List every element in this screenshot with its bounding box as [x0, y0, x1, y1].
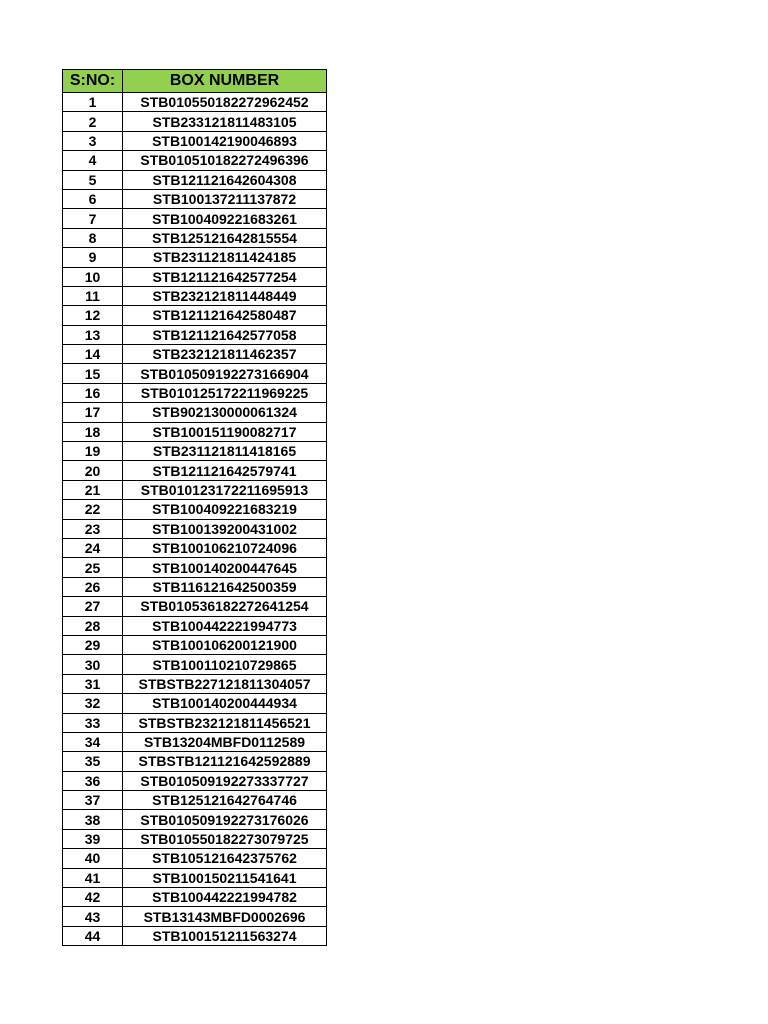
table-row	[63, 267, 327, 286]
serial-number-cell: 35	[63, 752, 123, 771]
table-row	[63, 364, 327, 383]
box-number-cell: STB13204MBFD0112589	[123, 732, 327, 751]
serial-number-cell: 11	[63, 286, 123, 305]
box-number-table	[62, 69, 327, 946]
serial-number-cell: 41	[63, 868, 123, 887]
serial-number-cell: 5	[63, 170, 123, 189]
serial-number-cell: 21	[63, 480, 123, 499]
serial-number-cell: 40	[63, 849, 123, 868]
table-row	[63, 93, 327, 112]
header-box-number: BOX NUMBER	[123, 70, 327, 93]
serial-number-cell: 36	[63, 771, 123, 790]
table-row	[63, 713, 327, 732]
serial-number-cell: 19	[63, 442, 123, 461]
box-number-cell: STB010550182272962452	[123, 93, 327, 112]
serial-number-cell: 6	[63, 189, 123, 208]
table-row	[63, 791, 327, 810]
serial-number-cell: 8	[63, 228, 123, 247]
box-number-cell: STB232121811448449	[123, 286, 327, 305]
serial-number-cell: 34	[63, 732, 123, 751]
box-number-cell: STB100442221994782	[123, 888, 327, 907]
table-row	[63, 810, 327, 829]
box-number-cell: STB010536182272641254	[123, 597, 327, 616]
box-number-cell: STB100140200447645	[123, 558, 327, 577]
table-row	[63, 538, 327, 557]
table-row	[63, 771, 327, 790]
table-row	[63, 325, 327, 344]
box-number-cell: STB116121642500359	[123, 577, 327, 596]
serial-number-cell: 3	[63, 131, 123, 150]
table-row	[63, 597, 327, 616]
table-row	[63, 926, 327, 945]
serial-number-cell: 43	[63, 907, 123, 926]
table-row	[63, 519, 327, 538]
box-number-cell: STB100151190082717	[123, 422, 327, 441]
serial-number-cell: 37	[63, 791, 123, 810]
table-row	[63, 635, 327, 654]
table-row	[63, 286, 327, 305]
serial-number-cell: 9	[63, 248, 123, 267]
box-number-cell: STB100139200431002	[123, 519, 327, 538]
box-number-cell: STBSTB227121811304057	[123, 674, 327, 693]
table-row	[63, 616, 327, 635]
serial-number-cell: 44	[63, 926, 123, 945]
box-number-cell: STB010509192273166904	[123, 364, 327, 383]
serial-number-cell: 28	[63, 616, 123, 635]
table-row	[63, 461, 327, 480]
serial-number-cell: 39	[63, 829, 123, 848]
table-row	[63, 383, 327, 402]
table-row	[63, 829, 327, 848]
table-row	[63, 345, 327, 364]
table-row	[63, 480, 327, 499]
serial-number-cell: 33	[63, 713, 123, 732]
serial-number-cell: 42	[63, 888, 123, 907]
box-number-cell: STB010125172211969225	[123, 383, 327, 402]
serial-number-cell: 27	[63, 597, 123, 616]
table-row	[63, 500, 327, 519]
table-body	[63, 93, 327, 946]
table-row	[63, 888, 327, 907]
table-row	[63, 306, 327, 325]
serial-number-cell: 29	[63, 635, 123, 654]
box-number-cell: STB13143MBFD0002696	[123, 907, 327, 926]
serial-number-cell: 13	[63, 325, 123, 344]
box-number-cell: STB100150211541641	[123, 868, 327, 887]
box-number-cell: STB010123172211695913	[123, 480, 327, 499]
box-number-cell: STB010510182272496396	[123, 151, 327, 170]
box-number-cell: STB010509192273337727	[123, 771, 327, 790]
serial-number-cell: 18	[63, 422, 123, 441]
table-row	[63, 248, 327, 267]
table-row	[63, 732, 327, 751]
box-number-cell: STB100106210724096	[123, 538, 327, 557]
serial-number-cell: 30	[63, 655, 123, 674]
serial-number-cell: 16	[63, 383, 123, 402]
box-number-cell: STB231121811424185	[123, 248, 327, 267]
table-row	[63, 209, 327, 228]
box-number-cell: STB105121642375762	[123, 849, 327, 868]
table-row	[63, 112, 327, 131]
header-sno: S:NO:	[63, 70, 123, 93]
serial-number-cell: 22	[63, 500, 123, 519]
serial-number-cell: 1	[63, 93, 123, 112]
serial-number-cell: 31	[63, 674, 123, 693]
serial-number-cell: 32	[63, 694, 123, 713]
box-number-cell: STB232121811462357	[123, 345, 327, 364]
serial-number-cell: 4	[63, 151, 123, 170]
serial-number-cell: 23	[63, 519, 123, 538]
table-row	[63, 170, 327, 189]
box-number-cell: STBSTB121121642592889	[123, 752, 327, 771]
table-row	[63, 907, 327, 926]
box-number-cell: STB233121811483105	[123, 112, 327, 131]
table-row	[63, 868, 327, 887]
serial-number-cell: 15	[63, 364, 123, 383]
box-number-cell: STB125121642764746	[123, 791, 327, 810]
box-number-cell: STB100137211137872	[123, 189, 327, 208]
serial-number-cell: 10	[63, 267, 123, 286]
box-number-cell: STB010550182273079725	[123, 829, 327, 848]
table-row	[63, 131, 327, 150]
serial-number-cell: 20	[63, 461, 123, 480]
serial-number-cell: 2	[63, 112, 123, 131]
table-row	[63, 403, 327, 422]
box-number-cell: STB100409221683261	[123, 209, 327, 228]
table-row	[63, 694, 327, 713]
serial-number-cell: 17	[63, 403, 123, 422]
box-number-cell: STB100140200444934	[123, 694, 327, 713]
table-row	[63, 577, 327, 596]
box-number-cell: STB231121811418165	[123, 442, 327, 461]
box-number-cell: STB100106200121900	[123, 635, 327, 654]
table-row	[63, 674, 327, 693]
table-row	[63, 558, 327, 577]
table-row	[63, 752, 327, 771]
box-number-cell: STB100151211563274	[123, 926, 327, 945]
serial-number-cell: 7	[63, 209, 123, 228]
table-row	[63, 655, 327, 674]
table-row	[63, 151, 327, 170]
table-row	[63, 442, 327, 461]
serial-number-cell: 26	[63, 577, 123, 596]
box-number-cell: STB010509192273176026	[123, 810, 327, 829]
box-number-cell: STB100142190046893	[123, 131, 327, 150]
serial-number-cell: 25	[63, 558, 123, 577]
box-number-cell: STB121121642580487	[123, 306, 327, 325]
box-number-cell: STB121121642577254	[123, 267, 327, 286]
table-row	[63, 189, 327, 208]
box-number-cell: STB121121642577058	[123, 325, 327, 344]
table-row	[63, 228, 327, 247]
table-row	[63, 849, 327, 868]
box-number-cell: STB100409221683219	[123, 500, 327, 519]
box-number-cell: STBSTB232121811456521	[123, 713, 327, 732]
box-number-cell: STB100110210729865	[123, 655, 327, 674]
box-number-cell: STB100442221994773	[123, 616, 327, 635]
box-number-cell: STB125121642815554	[123, 228, 327, 247]
box-number-cell: STB902130000061324	[123, 403, 327, 422]
table-header-row	[63, 70, 327, 93]
serial-number-cell: 38	[63, 810, 123, 829]
box-number-cell: STB121121642604308	[123, 170, 327, 189]
serial-number-cell: 14	[63, 345, 123, 364]
serial-number-cell: 12	[63, 306, 123, 325]
table-row	[63, 422, 327, 441]
box-number-cell: STB121121642579741	[123, 461, 327, 480]
serial-number-cell: 24	[63, 538, 123, 557]
